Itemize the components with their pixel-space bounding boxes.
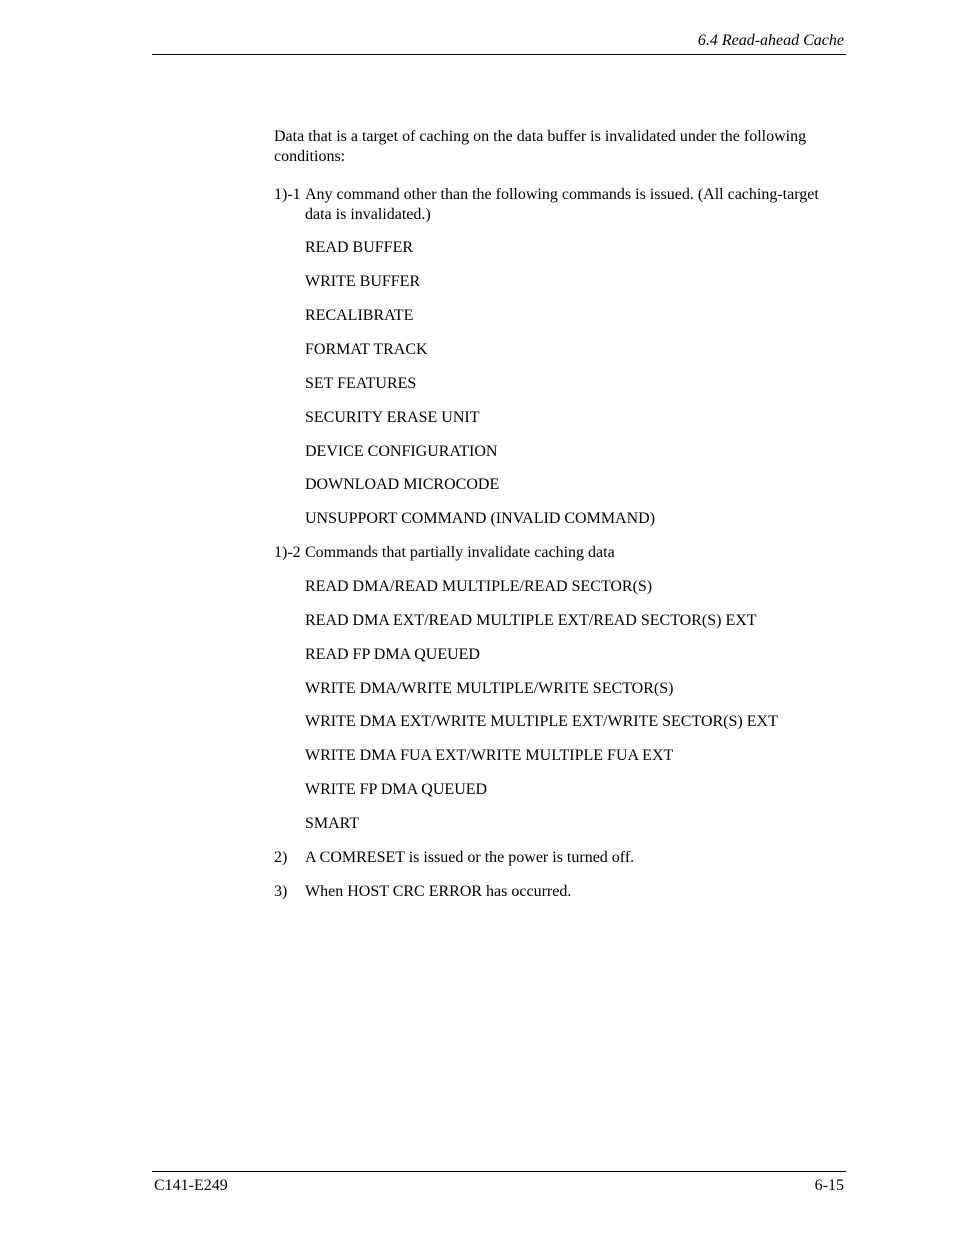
command-item: READ BUFFER xyxy=(305,239,414,256)
command-item: SMART xyxy=(305,815,360,832)
item-2-text: A COMRESET is issued or the power is turned off. xyxy=(305,849,635,866)
command-item: SECURITY ERASE UNIT xyxy=(305,409,480,426)
section-title: 6.4 Read-ahead Cache xyxy=(697,32,844,49)
document-code: C141-E249 xyxy=(154,1177,228,1194)
item-1-1-text: Any command other than the following commands is issued. (All caching-target data is invalidated.) xyxy=(305,186,819,223)
command-item: WRITE DMA EXT/WRITE MULTIPLE EXT/WRITE SECTOR(S) EXT xyxy=(305,713,778,730)
command-item: DOWNLOAD MICROCODE xyxy=(305,476,500,493)
command-item: READ DMA EXT/READ MULTIPLE EXT/READ SECTOR(S) EXT xyxy=(305,612,757,629)
item-1-2-text: Commands that partially invalidate caching data xyxy=(305,544,615,561)
intro-paragraph: Data that is a target of caching on the data buffer is invalidated under the following conditions: xyxy=(274,128,807,165)
item-1-1-number: 1)-1 xyxy=(274,186,301,203)
command-item: DEVICE CONFIGURATION xyxy=(305,443,498,460)
command-item: SET FEATURES xyxy=(305,375,417,392)
item-2-number: 2) xyxy=(274,849,288,866)
command-item: READ DMA/READ MULTIPLE/READ SECTOR(S) xyxy=(305,578,653,595)
command-item: FORMAT TRACK xyxy=(305,341,428,358)
command-item: WRITE BUFFER xyxy=(305,273,421,290)
command-item: WRITE DMA/WRITE MULTIPLE/WRITE SECTOR(S) xyxy=(305,680,674,697)
item-1-2-number: 1)-2 xyxy=(274,544,301,561)
command-item: READ FP DMA QUEUED xyxy=(305,646,480,663)
command-item: WRITE FP DMA QUEUED xyxy=(305,781,488,798)
header-rule xyxy=(152,54,846,55)
item-3-number: 3) xyxy=(274,883,288,900)
command-item: UNSUPPORT COMMAND (INVALID COMMAND) xyxy=(305,510,656,527)
command-item: RECALIBRATE xyxy=(305,307,414,324)
page-number: 6-15 xyxy=(814,1177,844,1194)
command-item: WRITE DMA FUA EXT/WRITE MULTIPLE FUA EXT xyxy=(305,747,674,764)
item-3-text: When HOST CRC ERROR has occurred. xyxy=(305,883,572,900)
footer-rule xyxy=(152,1171,846,1172)
